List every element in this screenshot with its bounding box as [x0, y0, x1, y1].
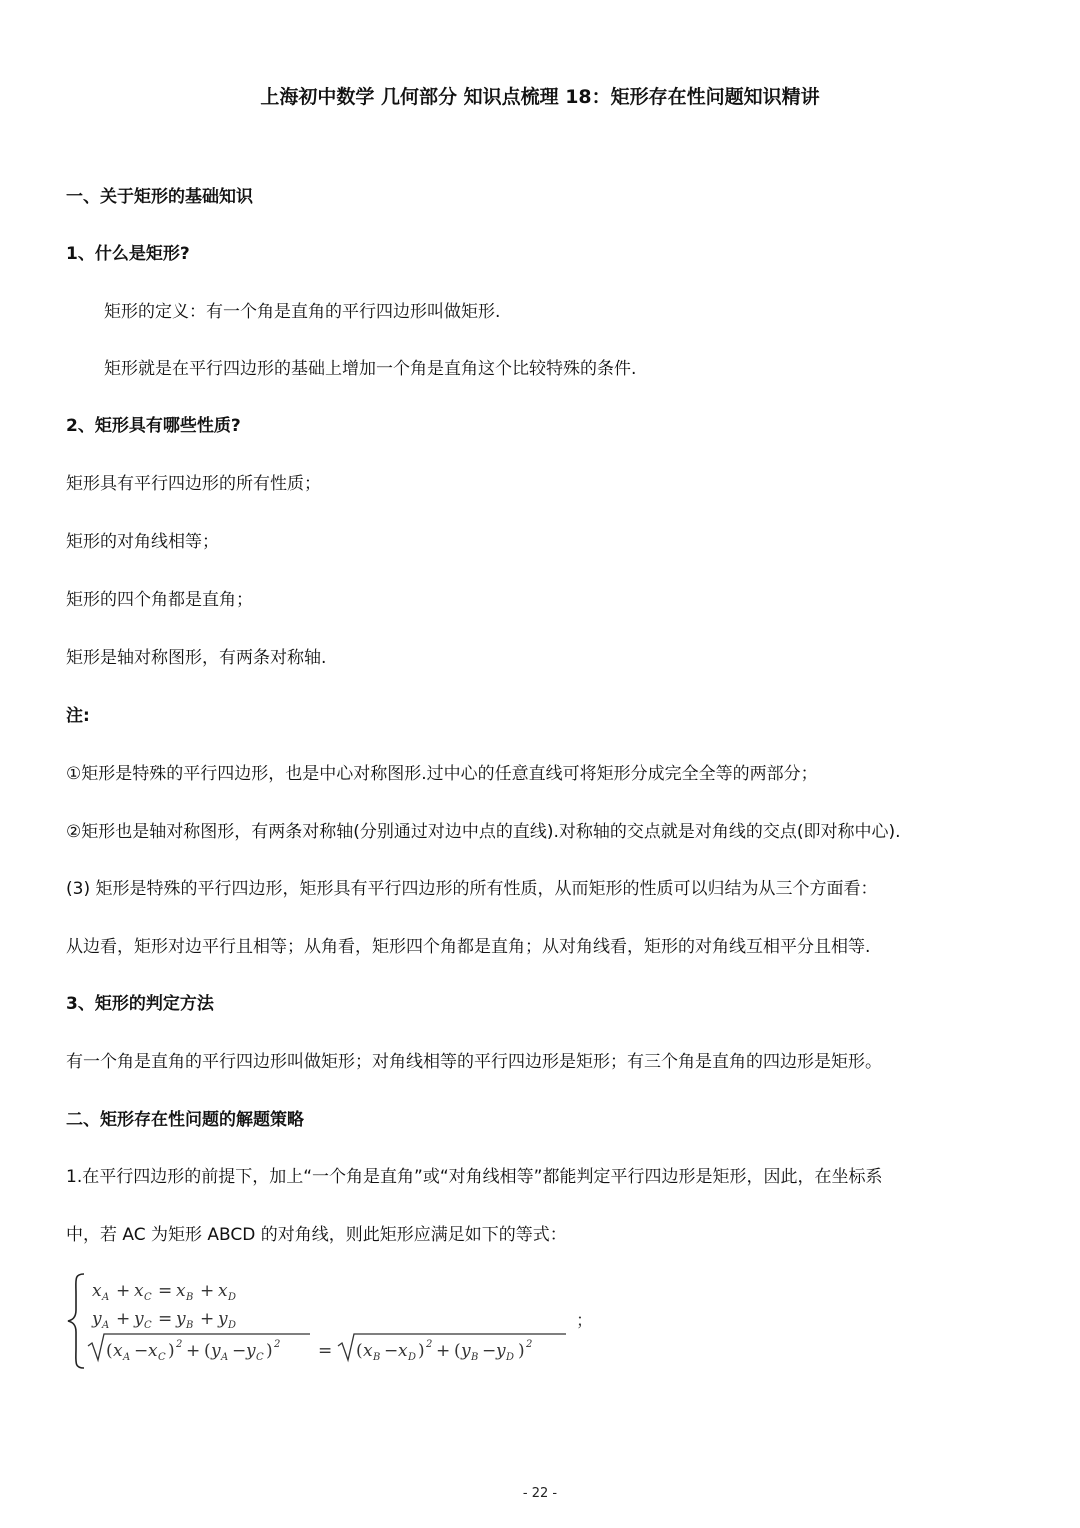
section1-heading: 一、关于矩形的基础知识 [66, 187, 253, 207]
property-line: 矩形的对角线相等； [66, 532, 219, 552]
svg-text:B: B [186, 1320, 194, 1331]
svg-text:2: 2 [426, 1339, 433, 1350]
rectangle-definition: 矩形的定义：有一个角是直角的平行四边形叫做矩形. [104, 302, 501, 322]
svg-text:2: 2 [274, 1339, 281, 1350]
svg-text:−: − [134, 1341, 149, 1361]
left-brace [68, 1274, 84, 1368]
svg-text:+: + [116, 1309, 131, 1329]
svg-text:): ) [266, 1341, 273, 1361]
svg-text:C: C [256, 1352, 264, 1363]
svg-text:=: = [318, 1341, 333, 1361]
svg-text:B: B [373, 1352, 381, 1363]
criteria-text: 有一个角是直角的平行四边形叫做矩形；对角线相等的平行四边形是矩形；有三个角是直角的四边形是矩形。 [66, 1052, 882, 1072]
section2-heading: 二、矩形存在性问题的解题策略 [66, 1110, 304, 1130]
q2-heading: 2、矩形具有哪些性质? [66, 416, 241, 436]
svg-text:y: y [218, 1309, 228, 1329]
svg-text:B: B [471, 1352, 479, 1363]
svg-text:D: D [408, 1352, 417, 1363]
svg-text:−: − [232, 1341, 247, 1361]
svg-text:): ) [168, 1341, 175, 1361]
svg-text:x: x [363, 1341, 373, 1361]
svg-text:+: + [186, 1341, 201, 1361]
property-line: 矩形具有平行四边形的所有性质； [66, 474, 321, 494]
svg-text:x: x [218, 1281, 228, 1301]
svg-text:y: y [134, 1309, 144, 1329]
page-title: 上海初中数学 几何部分 知识点梳理 18：矩形存在性问题知识精讲 [260, 86, 820, 108]
note-line: ②矩形也是轴对称图形，有两条对称轴(分别通过对边中点的直线).对称轴的交点就是对角线的交点(即对称中心). [66, 822, 901, 842]
svg-text:y: y [176, 1309, 186, 1329]
svg-text:y: y [246, 1341, 256, 1361]
svg-text:=: = [158, 1281, 173, 1301]
property-line: 矩形是轴对称图形，有两条对称轴. [66, 648, 327, 668]
svg-text:2: 2 [526, 1339, 533, 1350]
property-line: 矩形的四个角都是直角； [66, 590, 253, 610]
svg-text:x: x [148, 1341, 158, 1361]
svg-text:y: y [461, 1341, 471, 1361]
svg-text:=: = [158, 1309, 173, 1329]
page-number: - 22 - [522, 1486, 558, 1501]
svg-text:2: 2 [176, 1339, 183, 1350]
strategy-paragraph-line1: 1.在平行四边形的前提下，加上“一个角是直角”或“对角线相等”都能判定平行四边形是矩形，因此，在坐标系 [66, 1167, 883, 1187]
note-label: 注: [66, 706, 90, 726]
q3-heading: 3、矩形的判定方法 [66, 994, 214, 1014]
q1-heading: 1、什么是矩形? [66, 244, 190, 264]
note-line: 从边看，矩形对边平行且相等；从角看，矩形四个角都是直角；从对角线看，矩形的对角线互相平分且相等. [66, 937, 871, 957]
svg-text:x: x [113, 1341, 123, 1361]
svg-text:+: + [200, 1281, 215, 1301]
svg-text:D: D [228, 1292, 237, 1303]
svg-text:C: C [158, 1352, 166, 1363]
svg-text:A: A [123, 1352, 131, 1363]
equation-line-3 [88, 1334, 566, 1363]
svg-text:x: x [398, 1341, 408, 1361]
note-line: (3) 矩形是特殊的平行四边形，矩形具有平行四边形的所有性质，从而矩形的性质可以归结为从三个方面看： [66, 879, 878, 899]
svg-text:B: B [186, 1292, 194, 1303]
svg-text:−: − [384, 1341, 399, 1361]
svg-text:C: C [144, 1292, 152, 1303]
rectangle-explanation: 矩形就是在平行四边形的基础上增加一个角是直角这个比较特殊的条件. [104, 359, 637, 379]
svg-text:x: x [134, 1281, 144, 1301]
svg-text:+: + [200, 1309, 215, 1329]
formula-end-mark: ； [576, 1311, 593, 1331]
svg-text:(: ( [454, 1341, 461, 1361]
strategy-paragraph-line2: 中，若 AC 为矩形 ABCD 的对角线，则此矩形应满足如下的等式： [66, 1225, 567, 1245]
svg-text:y: y [92, 1309, 102, 1329]
svg-text:y: y [211, 1341, 221, 1361]
svg-text:y: y [496, 1341, 506, 1361]
svg-text:D: D [506, 1352, 515, 1363]
svg-text:−: − [482, 1341, 497, 1361]
svg-text:A: A [221, 1352, 229, 1363]
svg-text:+: + [436, 1341, 451, 1361]
svg-text:C: C [144, 1320, 152, 1331]
svg-text:x: x [176, 1281, 186, 1301]
svg-text:x: x [92, 1281, 102, 1301]
svg-text:+: + [116, 1281, 131, 1301]
svg-text:(: ( [356, 1341, 363, 1361]
equation-line-1 [92, 1281, 236, 1303]
equation-line-2 [91, 1309, 236, 1331]
svg-text:D: D [228, 1320, 237, 1331]
rectangle-equation-system [66, 1270, 606, 1370]
svg-text:): ) [418, 1341, 425, 1361]
svg-text:A: A [102, 1320, 110, 1331]
note-line: ①矩形是特殊的平行四边形，也是中心对称图形.过中心的任意直线可将矩形分成完全全等的两部分； [66, 764, 818, 784]
svg-text:): ) [518, 1341, 525, 1361]
svg-text:A: A [102, 1292, 110, 1303]
svg-text:(: ( [106, 1341, 113, 1361]
svg-text:(: ( [204, 1341, 211, 1361]
